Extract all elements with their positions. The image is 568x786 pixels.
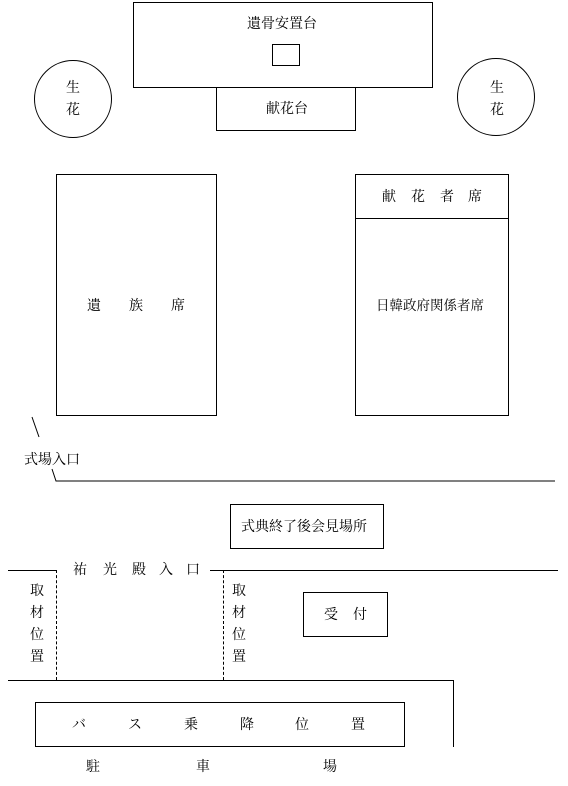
yukoden-char-2: 光 [103,562,117,578]
flower-right-char-1: 生 [490,80,504,96]
press-left-char-1: 取 [30,583,44,599]
press-right-char-2: 材 [232,605,246,621]
press-left-char-2: 材 [30,605,44,621]
flower-right-char-2: 花 [490,102,504,118]
bus-stop-char-4: 降 [240,717,254,733]
bus-stop-char-3: 乗 [184,717,198,733]
bus-stop-char-5: 位 [295,717,309,733]
flower-left-char-1: 生 [66,80,80,96]
ceremony-entrance-label: 式場入口 [24,452,80,468]
government-officials-label: 日韓政府関係者席 [376,298,484,314]
bus-stop-char-6: 置 [351,717,365,733]
family-seating-char-1: 遺 [87,298,101,314]
flower-left-char-2: 花 [66,102,80,118]
flower-offerers-char-3: 者 [440,189,454,205]
yukoden-char-1: 祐 [73,562,87,578]
road-line [8,680,454,681]
parking-char-1: 駐 [86,759,100,775]
road-line-end [453,680,454,747]
building-line-right [210,570,558,571]
press-right-char-4: 置 [232,649,246,665]
family-seating-char-2: 族 [129,298,143,314]
flower-offerers-char-2: 花 [411,189,425,205]
press-right-char-3: 位 [232,627,246,643]
press-position-right [231,580,247,668]
press-left-char-4: 置 [30,649,44,665]
reception-desk [303,592,388,637]
flower-offerers-char-1: 献 [382,189,396,205]
reception-char-1: 受 [324,607,338,623]
building-line-left [8,570,56,571]
reception-char-2: 付 [353,607,367,623]
bus-stop-char-2: ス [128,717,142,733]
press-conference-area [230,504,384,549]
bus-stop-char-1: バ [72,717,86,733]
remains-altar-label: 遺骨安置台 [247,16,317,32]
parking-char-3: 場 [323,759,337,775]
parking-char-2: 車 [196,759,210,775]
bus-stop-area [35,702,405,747]
flower-offerers-char-4: 席 [468,189,482,205]
yukoden-char-3: 殿 [132,562,146,578]
yukoden-char-5: 口 [186,562,200,578]
press-conference-label: 式典終了後会見場所 [241,519,367,535]
family-seating-char-3: 席 [171,298,185,314]
flower-stand-label: 献花台 [266,101,308,117]
press-right-char-1: 取 [232,583,246,599]
press-area-divider-right [223,570,224,680]
press-position-left [29,580,45,668]
press-left-char-3: 位 [30,627,44,643]
yukoden-char-4: 入 [159,562,173,578]
press-area-divider-left [56,570,57,680]
